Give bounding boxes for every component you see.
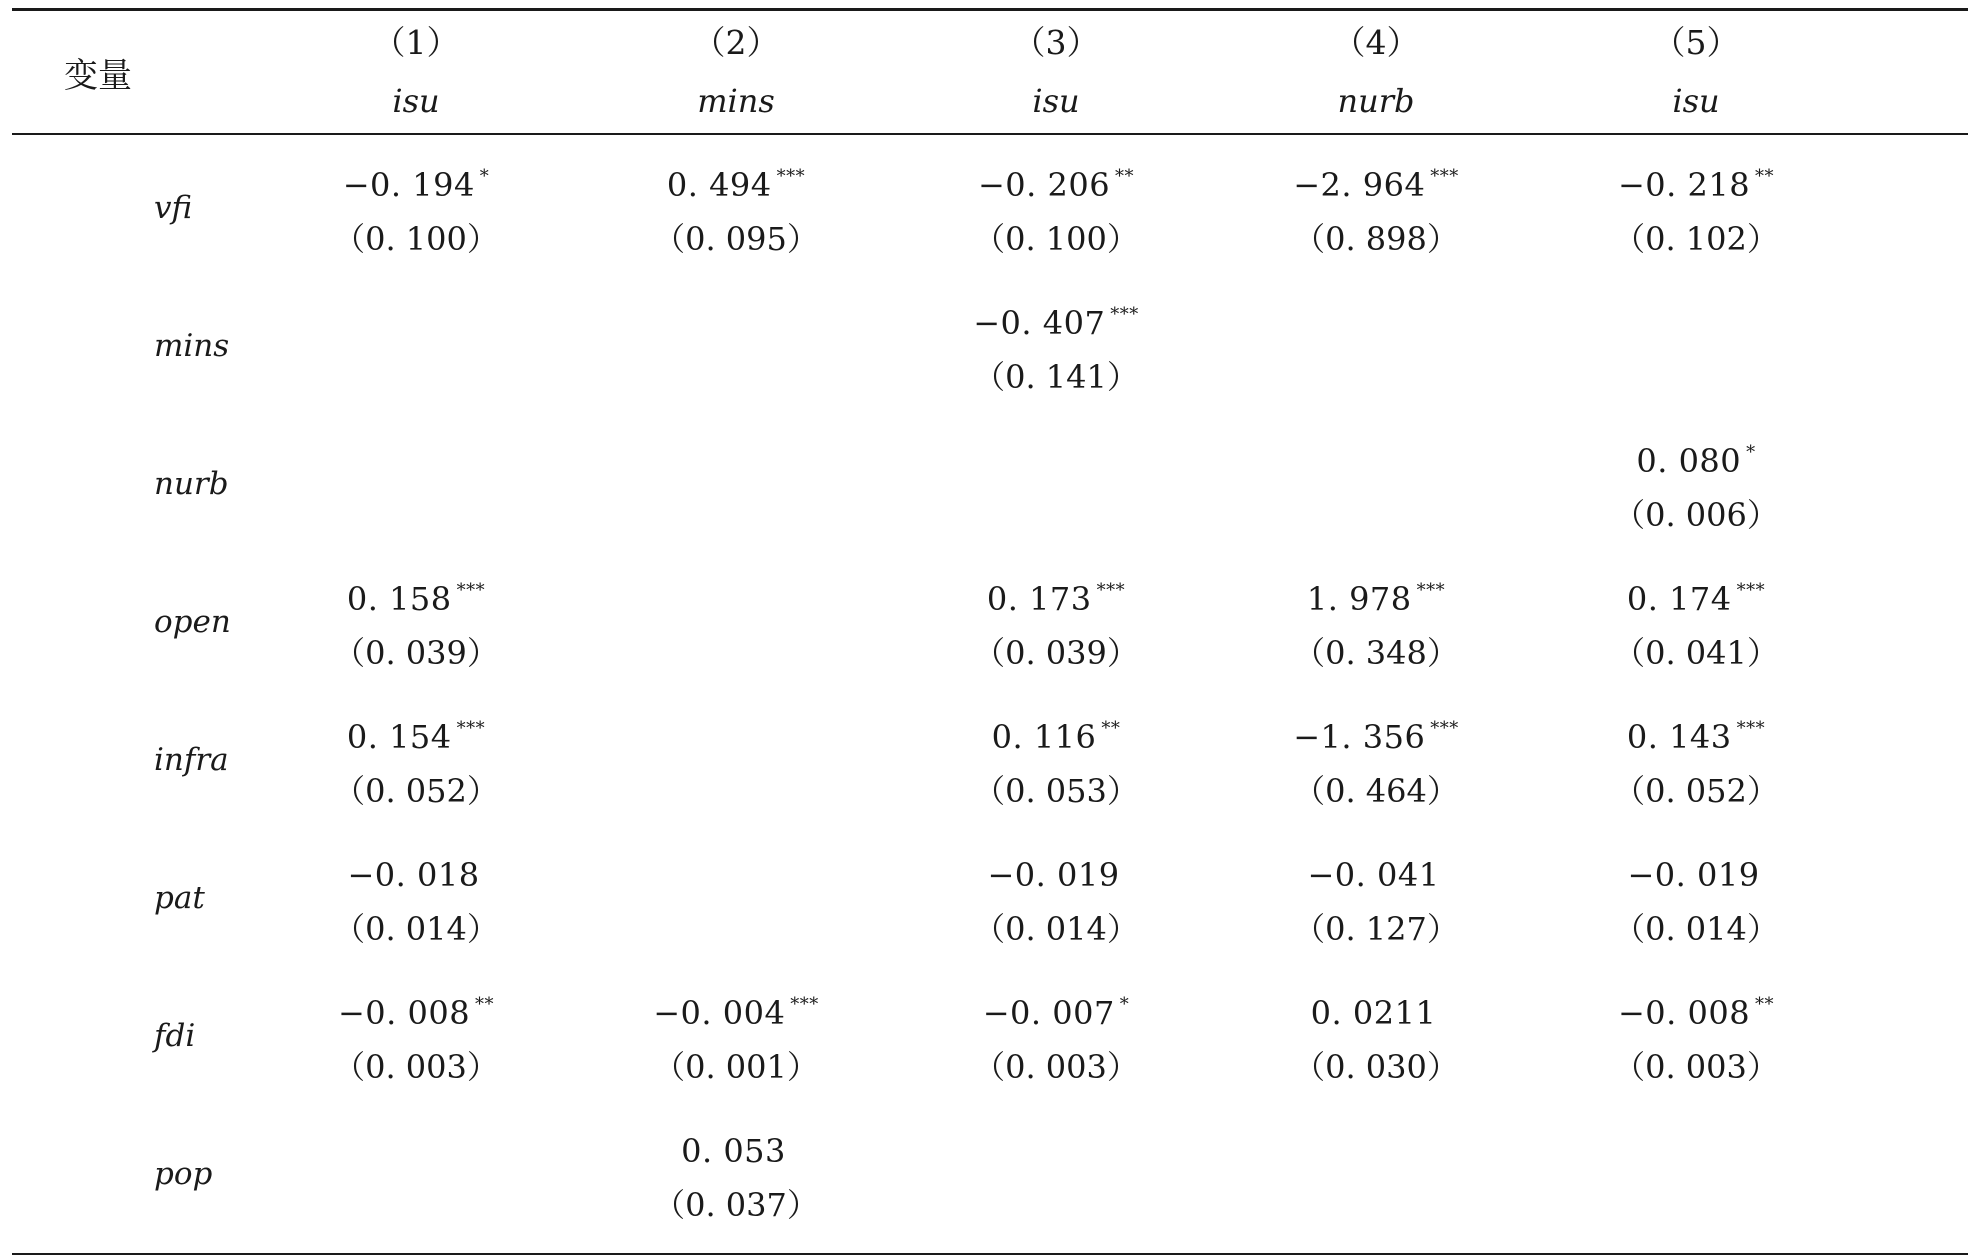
standard-error: （0. 006）: [1613, 496, 1779, 534]
standard-error: （0. 003）: [1613, 1048, 1779, 1086]
table-cell: [576, 702, 896, 818]
standard-error: （0. 014）: [1613, 910, 1779, 948]
column-number: （3）: [1012, 23, 1100, 62]
standard-error: [576, 764, 896, 818]
coefficient-line: [1216, 564, 1536, 626]
table-cell: [896, 426, 1216, 542]
table-row: [12, 1105, 1968, 1243]
significance-stars: *: [479, 166, 490, 187]
coefficient-line: [256, 840, 576, 902]
standard-error: （0. 127）: [1293, 910, 1459, 948]
table-cell: [1216, 1116, 1536, 1232]
significance-stars: ***: [790, 994, 819, 1015]
table-cell: [896, 1116, 1216, 1232]
dependent-variable: isu: [1032, 82, 1080, 120]
dependent-variable: mins: [697, 82, 775, 120]
table-cell: [1536, 702, 1856, 818]
standard-error: （0. 053）: [973, 772, 1139, 810]
table-cell: [576, 1116, 896, 1232]
significance-stars: **: [1101, 718, 1121, 739]
significance-stars: **: [1755, 166, 1775, 187]
table-cell: [576, 426, 896, 542]
coefficient-line: [1216, 288, 1536, 350]
coefficient-line: [896, 150, 1216, 212]
variable-name: nurb: [154, 466, 229, 502]
significance-stars: *: [1119, 994, 1130, 1015]
variable-name: pat: [154, 880, 205, 916]
standard-error: （0. 039）: [973, 634, 1139, 672]
coefficient-line: [576, 840, 896, 902]
table-cell: [256, 150, 576, 266]
coefficient: −0. 018: [347, 856, 480, 894]
table-cell: [256, 564, 576, 680]
coefficient-line: [256, 426, 576, 488]
column-header-4: [1216, 14, 1536, 130]
coefficient-line: [1216, 978, 1536, 1040]
significance-stars: ***: [1110, 304, 1139, 325]
standard-error: （0. 003）: [333, 1048, 499, 1086]
table-cell: [1536, 1116, 1856, 1232]
coefficient: −2. 964: [1293, 166, 1426, 204]
variable-name: pop: [154, 1156, 213, 1192]
table-cell: [256, 702, 576, 818]
significance-stars: ***: [1430, 718, 1459, 739]
coefficient: 0. 053: [681, 1132, 786, 1170]
coefficient: −0. 206: [977, 166, 1111, 204]
standard-error: [576, 350, 896, 404]
coefficient-line: [896, 564, 1216, 626]
table-cell: [576, 564, 896, 680]
table-cell: [256, 1116, 576, 1232]
significance-stars: *: [1746, 442, 1756, 463]
significance-stars: **: [1115, 166, 1135, 187]
coefficient: 0. 0211: [1310, 994, 1437, 1032]
coefficient: 0. 080: [1636, 442, 1742, 480]
coefficient: 1. 978: [1306, 580, 1412, 618]
standard-error: （0. 100）: [973, 220, 1139, 258]
standard-error: [1536, 1178, 1856, 1232]
table-cell: [1216, 150, 1536, 266]
coefficient-line: [576, 702, 896, 764]
standard-error: [896, 1178, 1216, 1232]
column-header-1: [256, 14, 576, 130]
standard-error: [576, 626, 896, 680]
coefficient-line: [576, 978, 896, 1040]
table-cell: [256, 978, 576, 1094]
table-cell: [896, 288, 1216, 404]
significance-stars: ***: [1736, 580, 1766, 601]
coefficient-line: [256, 288, 576, 350]
table-cell: [576, 288, 896, 404]
significance-stars: ***: [1430, 166, 1459, 187]
table-row: [12, 967, 1968, 1105]
coefficient-line: [256, 150, 576, 212]
table-cell: [576, 150, 896, 266]
table-cell: [1216, 702, 1536, 818]
coefficient: 0. 116: [991, 718, 1097, 756]
coefficient: −0. 008: [1617, 994, 1751, 1032]
standard-error: （0. 102）: [1613, 220, 1779, 258]
coefficient-line: [1536, 1116, 1856, 1178]
coefficient: −0. 041: [1307, 856, 1440, 894]
table-row: [12, 829, 1968, 967]
standard-error: （0. 052）: [333, 772, 499, 810]
standard-error: [1216, 350, 1536, 404]
dependent-variable: nurb: [1337, 82, 1415, 120]
variable-name: vfi: [154, 190, 193, 226]
coefficient-line: [896, 840, 1216, 902]
table-cell: [1216, 564, 1536, 680]
significance-stars: ***: [1096, 580, 1126, 601]
standard-error: （0. 052）: [1613, 772, 1779, 810]
coefficient: −0. 407: [973, 304, 1106, 342]
coefficient-line: [1216, 702, 1536, 764]
table-row: [12, 415, 1968, 553]
coefficient: 0. 154: [346, 718, 452, 756]
table-cell: [1536, 288, 1856, 404]
table-cell: [1216, 426, 1536, 542]
coefficient-line: [1216, 426, 1536, 488]
table-cell: [256, 426, 576, 542]
column-header-2: [576, 14, 896, 130]
coefficient: −0. 008: [337, 994, 471, 1032]
coefficient-line: [256, 564, 576, 626]
coefficient: −0. 004: [653, 994, 786, 1032]
table-cell: [1216, 978, 1536, 1094]
standard-error: （0. 898）: [1293, 220, 1459, 258]
coefficient: −0. 019: [1627, 856, 1760, 894]
coefficient: −0. 019: [987, 856, 1120, 894]
table-cell: [896, 978, 1216, 1094]
standard-error: [1216, 1178, 1536, 1232]
table-row: [12, 277, 1968, 415]
significance-stars: ***: [456, 580, 486, 601]
standard-error: （0. 141）: [973, 358, 1139, 396]
dependent-variable: isu: [392, 82, 440, 120]
coefficient-line: [1216, 150, 1536, 212]
standard-error: [576, 902, 896, 956]
coefficient: 0. 174: [1626, 580, 1732, 618]
column-number: （1）: [372, 23, 460, 62]
table-cell: [896, 702, 1216, 818]
standard-error: [256, 488, 576, 542]
coefficient-line: [256, 702, 576, 764]
column-number: （5）: [1652, 23, 1740, 62]
coefficient: −1. 356: [1293, 718, 1426, 756]
significance-stars: **: [475, 994, 495, 1015]
table-cell: [1536, 840, 1856, 956]
coefficient: −0. 007: [982, 994, 1115, 1032]
standard-error: （0. 014）: [333, 910, 499, 948]
coefficient-line: [256, 978, 576, 1040]
table-row: [12, 691, 1968, 829]
standard-error: [256, 350, 576, 404]
table-cell: [896, 840, 1216, 956]
variable-name: mins: [154, 328, 230, 364]
standard-error: （0. 001）: [653, 1048, 819, 1086]
coefficient-line: [896, 288, 1216, 350]
coefficient: 0. 173: [986, 580, 1092, 618]
column-header-3: [896, 14, 1216, 130]
standard-error: [1536, 350, 1856, 404]
variable-name: open: [154, 604, 231, 640]
coefficient: −0. 194: [342, 166, 475, 204]
standard-error: [1216, 488, 1536, 542]
table-cell: [1216, 840, 1536, 956]
coefficient-line: [896, 1116, 1216, 1178]
standard-error: [256, 1178, 576, 1232]
coefficient: 0. 143: [1626, 718, 1732, 756]
standard-error: （0. 348）: [1293, 634, 1459, 672]
header-row: [12, 11, 1968, 133]
standard-error: （0. 037）: [653, 1186, 819, 1224]
standard-error: （0. 095）: [653, 220, 819, 258]
standard-error: （0. 100）: [333, 220, 499, 258]
coefficient: 0. 158: [346, 580, 452, 618]
standard-error: （0. 041）: [1613, 634, 1779, 672]
coefficient-line: [1536, 564, 1856, 626]
variable-name: infra: [154, 742, 229, 778]
coefficient-line: [576, 1116, 896, 1178]
table-row: [12, 553, 1968, 691]
coefficient-line: [896, 426, 1216, 488]
table-cell: [576, 978, 896, 1094]
table-cell: [1536, 426, 1856, 542]
significance-stars: ***: [1736, 718, 1766, 739]
dependent-variable: isu: [1672, 82, 1720, 120]
table-cell: [256, 288, 576, 404]
standard-error: [896, 488, 1216, 542]
significance-stars: **: [1755, 994, 1775, 1015]
coefficient-line: [1536, 426, 1856, 488]
coefficient-line: [1536, 840, 1856, 902]
significance-stars: ***: [1416, 580, 1446, 601]
column-number: （2）: [692, 23, 780, 62]
significance-stars: ***: [456, 718, 486, 739]
table-cell: [1536, 564, 1856, 680]
standard-error: （0. 039）: [333, 634, 499, 672]
coefficient-line: [256, 1116, 576, 1178]
standard-error: [576, 488, 896, 542]
coefficient-line: [576, 150, 896, 212]
table-cell: [1536, 150, 1856, 266]
table-row: [12, 139, 1968, 277]
coefficient: 0. 494: [666, 166, 772, 204]
coefficient-line: [1536, 288, 1856, 350]
table-cell: [256, 840, 576, 956]
variable-header: 变量: [64, 55, 132, 96]
table-cell: [576, 840, 896, 956]
coefficient-line: [896, 978, 1216, 1040]
coefficient-line: [576, 288, 896, 350]
coefficient-line: [1536, 702, 1856, 764]
standard-error: （0. 464）: [1293, 772, 1459, 810]
significance-stars: ***: [776, 166, 806, 187]
coefficient-line: [1536, 978, 1856, 1040]
table-cell: [1536, 978, 1856, 1094]
standard-error: （0. 003）: [973, 1048, 1139, 1086]
standard-error: （0. 014）: [973, 910, 1139, 948]
standard-error: （0. 030）: [1293, 1048, 1459, 1086]
table-body: [12, 135, 1968, 1253]
coefficient-line: [1216, 840, 1536, 902]
coefficient-line: [576, 426, 896, 488]
coefficient-line: [1216, 1116, 1536, 1178]
variable-name: fdi: [154, 1018, 196, 1054]
coefficient: −0. 218: [1617, 166, 1751, 204]
coefficient-line: [576, 564, 896, 626]
regression-table: [12, 8, 1968, 1255]
coefficient-line: [896, 702, 1216, 764]
column-header-5: [1536, 14, 1856, 130]
coefficient-line: [1536, 150, 1856, 212]
column-number: （4）: [1332, 23, 1420, 62]
table-cell: [896, 150, 1216, 266]
table-cell: [896, 564, 1216, 680]
table-cell: [1216, 288, 1536, 404]
